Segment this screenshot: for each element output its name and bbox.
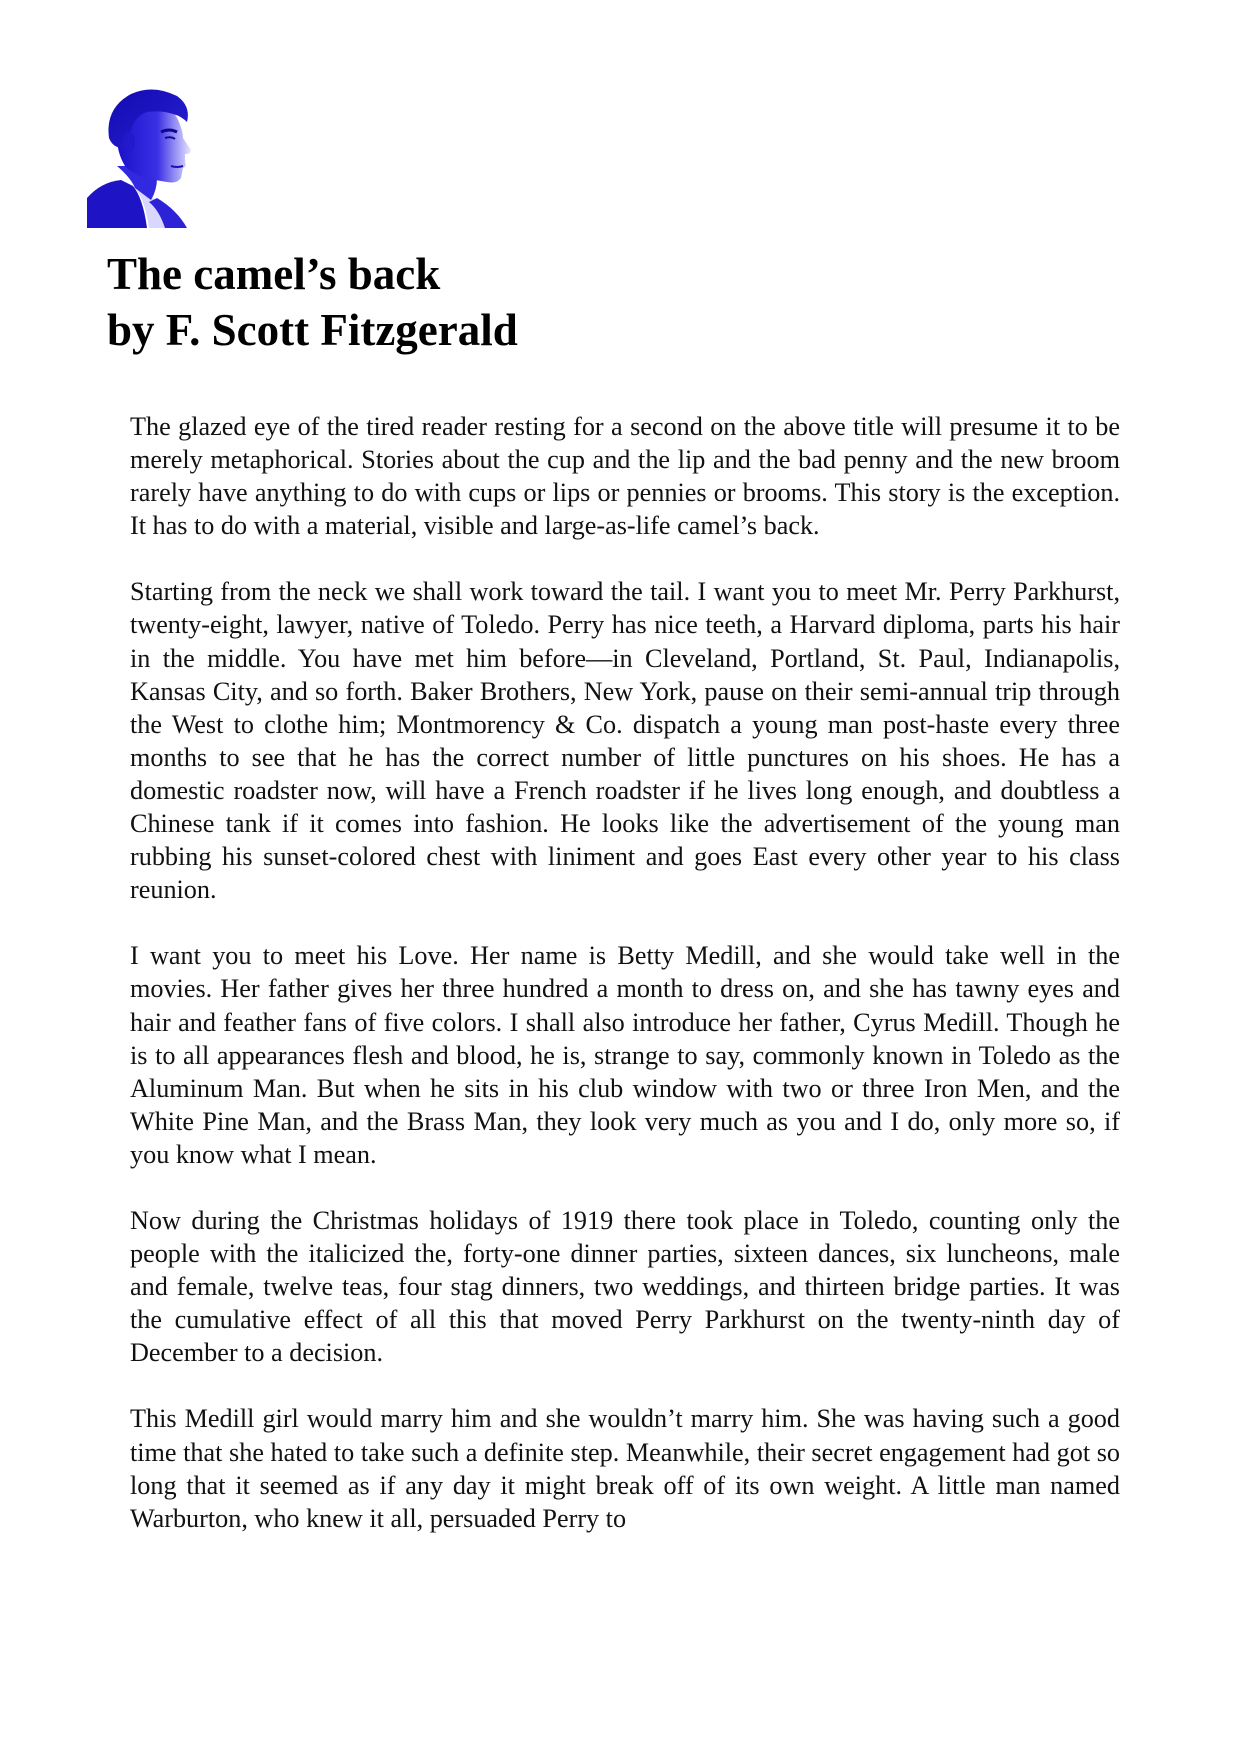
story-body [130, 410, 1120, 1568]
author-portrait-image [87, 86, 201, 228]
paragraph-1: The glazed eye of the tired reader resting for a second on the above title will presume it to be merely metaphorical. Stories about the cup and the lip and the bad penny and the new broom rarely have anything to do with cups or lips or pennies or brooms. This story is the exception. It has to do with a material, visible and large-as-life camel’s back. [130, 412, 1120, 541]
paragraph-5: This Medill girl would marry him and she wouldn’t marry him. She was having such a good time that she hated to take such a definite step. Meanwhile, their secret engagement had got so long that it seemed as if any day it might break off of its own weight. A little man named Warburton, who knew it all, persuaded Perry to [130, 1404, 1120, 1533]
author-portrait [87, 86, 201, 228]
paragraph-2: Starting from the neck we shall work toward the tail. I want you to meet Mr. Perry Parkhurst, twenty-eight, lawyer, native of Toledo. Perry has nice teeth, a Harvard diploma, parts his hair in the middle. You have met him before—in Cleveland, Portland, St. Paul, Indianapolis, Kansas City, and so forth. Baker Brothers, New York, pause on their semi-annual trip through the West to clothe him; Montmorency & Co. dispatch a young man post-haste every three months to see that he has the correct number of little punctures on his shoes. He has a domestic roadster now, will have a French roadster if he lives long enough, and doubtless a Chinese tank if it comes into fashion. He looks like the advertisement of the young man rubbing his sunset-colored chest with liniment and goes East every other year to his class reunion. [130, 577, 1120, 905]
document-byline: by F. Scott Fitzgerald [107, 305, 518, 355]
paragraph-3: I want you to meet his Love. Her name is Betty Medill, and she would take well in the movies. Her father gives her three hundred a month to dress on, and she has tawny eyes and hair and feather fans of five colors. I shall also introduce her father, Cyrus Medill. Though he is to all appearances flesh and blood, he is, strange to say, commonly known in Toledo as the Aluminum Man. But when he sits in his club window with two or three Iron Men, and the White Pine Man, and the Brass Man, they look very much as you and I do, only more so, if you know what I mean. [130, 941, 1120, 1169]
document-heading [107, 246, 1107, 358]
document-title: The camel’s back [107, 249, 441, 299]
paragraph-4: Now during the Christmas holidays of 1919 there took place in Toledo, counting only the people with the italicized the, forty-one dinner parties, sixteen dances, six luncheons, male and female, twelve teas, four stag dinners, two weddings, and thirteen bridge parties. It was the cumulative effect of all this that moved Perry Parkhurst on the twenty-ninth day of December to a decision. [130, 1205, 1120, 1368]
